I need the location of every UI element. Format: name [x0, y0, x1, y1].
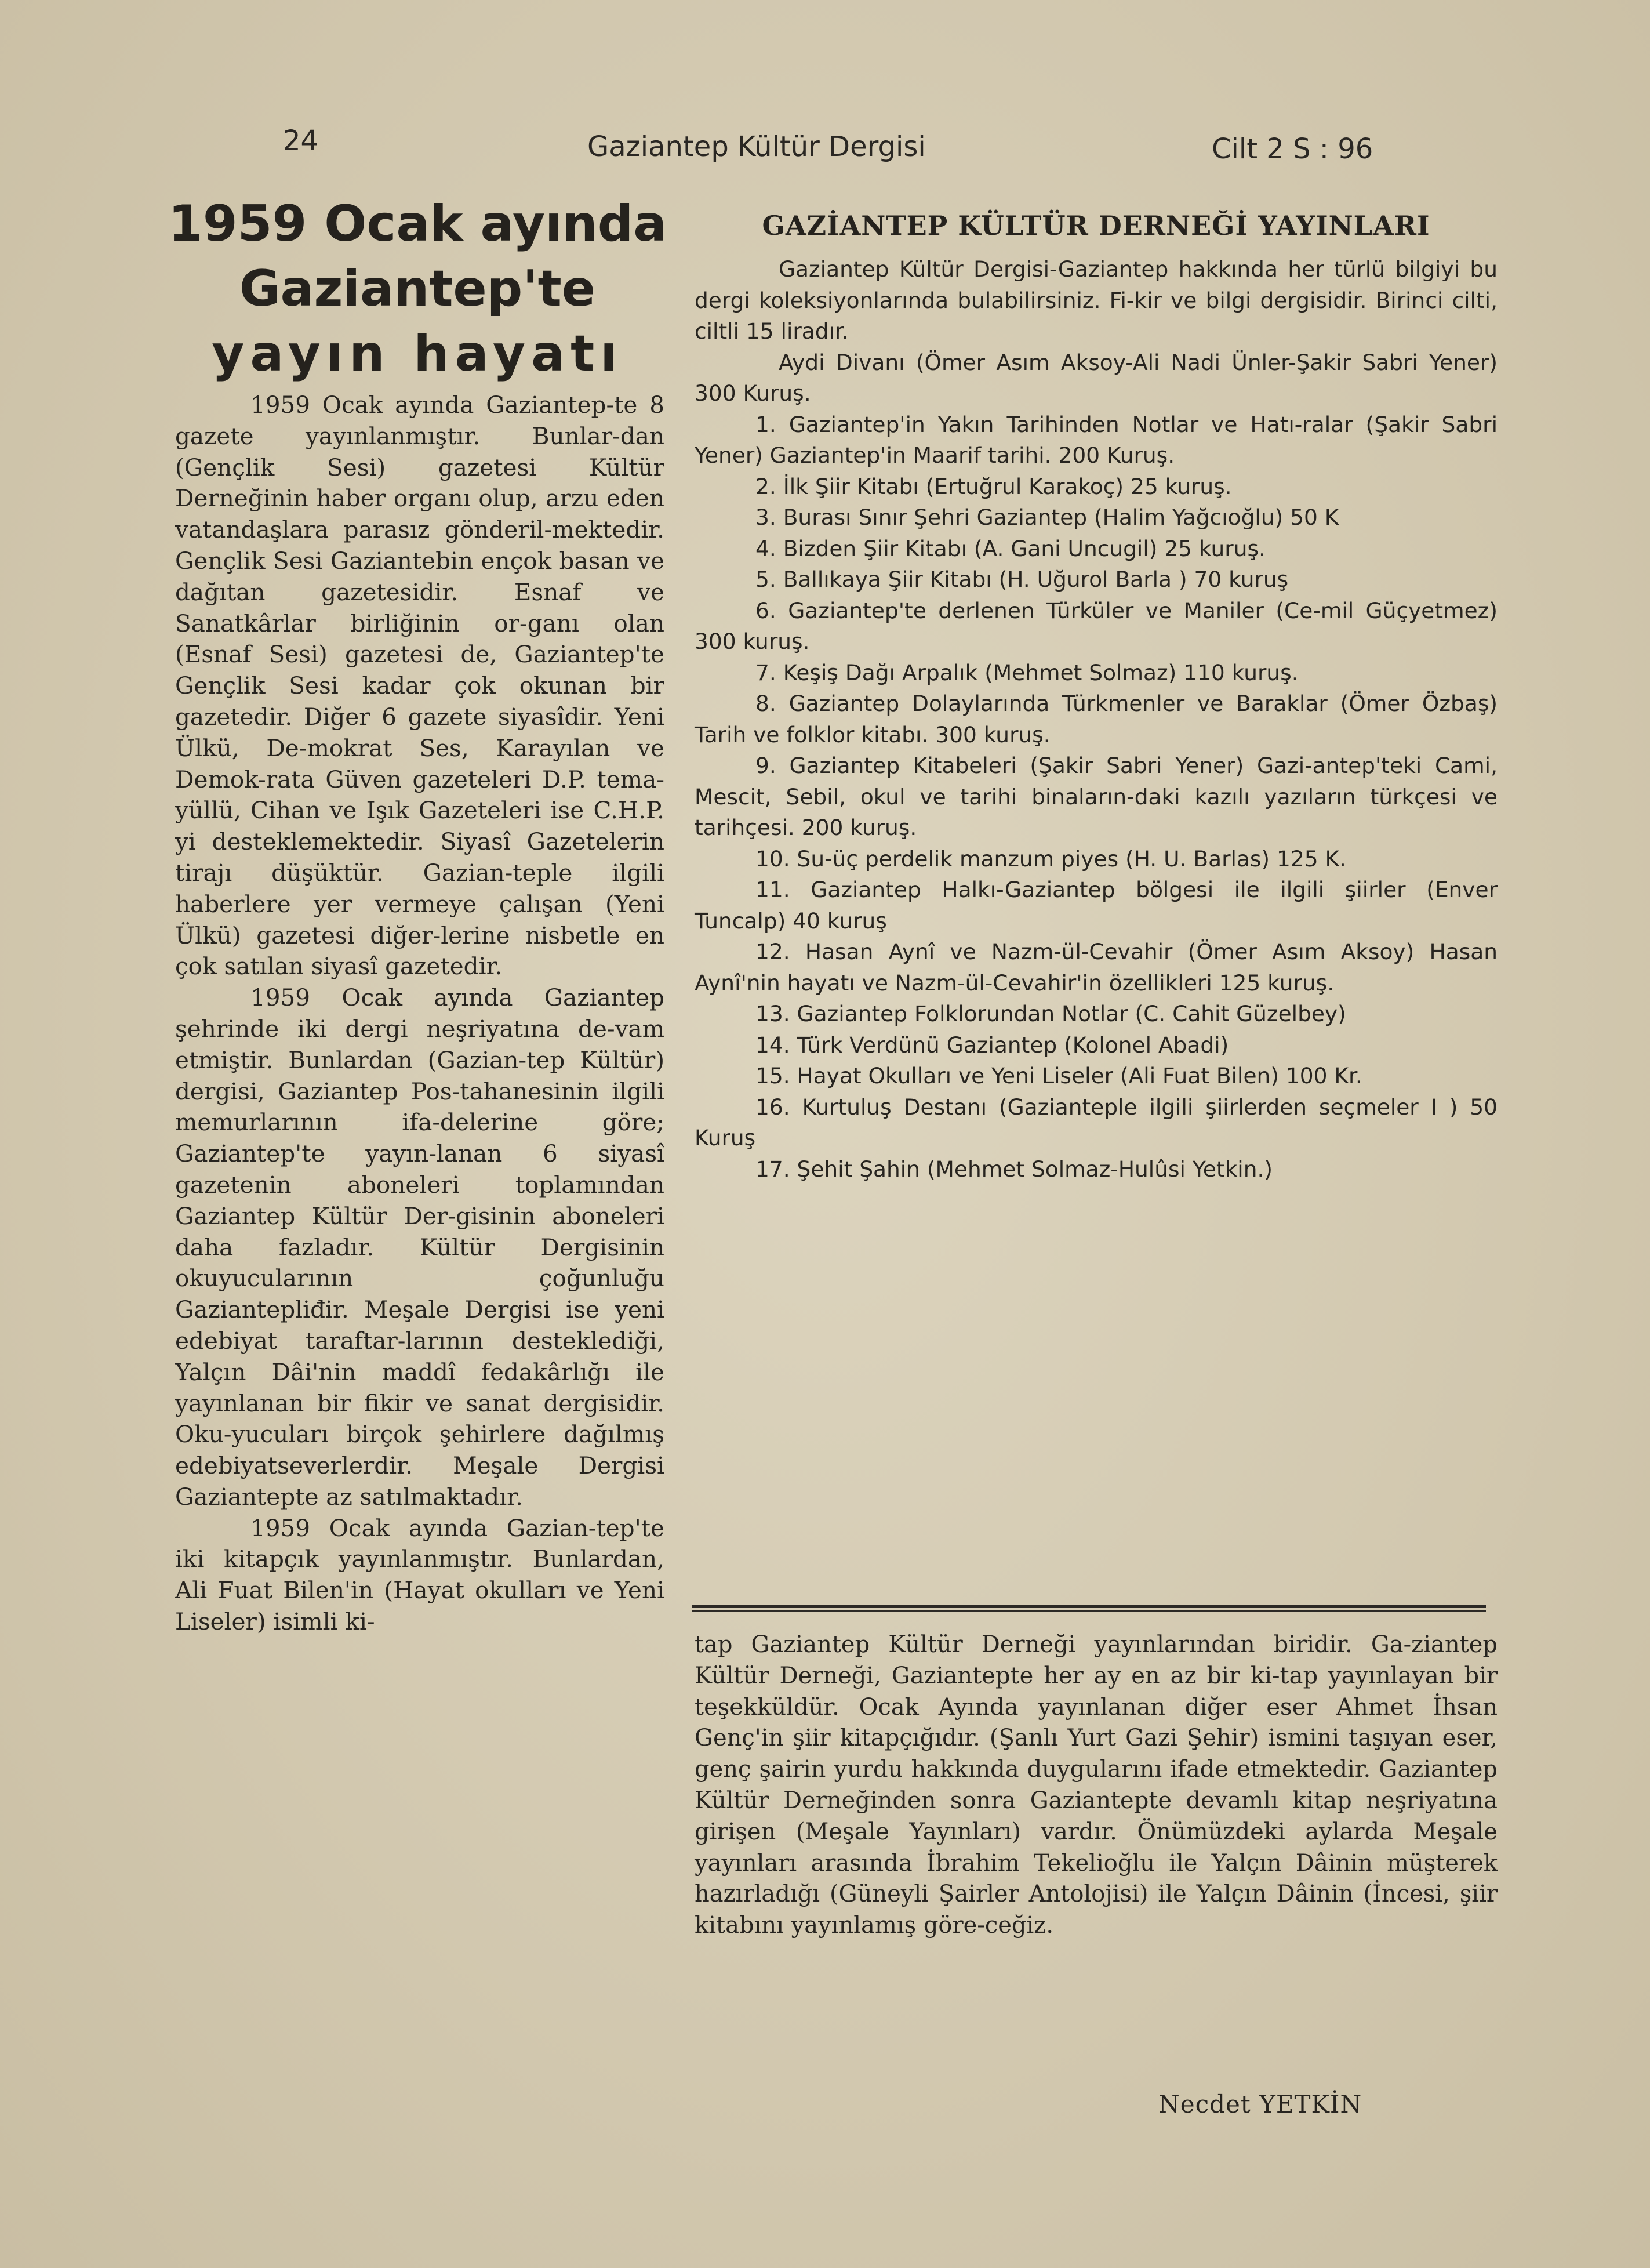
continuation-paragraph: tap Gaziantep Kültür Derneği yayınlarından biridir. Ga-ziantep Kültür Derneği, Gaziantepte her ay en az bir ki-tap yayınlayan bir teşekküldür. Ocak Ayında yayınlanan diğer eser Ahmet İhsan Genç'in şiir kitapçığıdır. (Şanlı Yurt Gazi Şehir) ismini taşıyan eser, genç şairin yurdu hakkında duygularını ifade etmektedir. Gaziantep Kültür Derneğinden sonra Gaziantepte devamlı kitap neşriyatına girişen (Meşale Yayınları) vardır. Önümüzdeki aylarda Meşale yayınları arasında İbrahim Tekelioğlu ile Yalçın Dâinin müşterek hazırladığı (Güneyli Şairler Antolojisi) ile Yalçın Dâinin (İncesi, şiir kitabını yayınlamış göre-ceğiz. — [695, 1631, 1498, 1939]
volume-issue: Cilt 2 S : 96 — [1212, 133, 1373, 165]
page-number: 24 — [283, 125, 319, 157]
list-item: 13. Gaziantep Folklorundan Notlar (C. Cahit Güzelbey) — [755, 1001, 1346, 1026]
list-item: 1. Gaziantep'in Yakın Tarihinden Notlar ve Hatı-ralar (Şakir Sabri Yener) Gaziantep'in Maarif tarihi. 200 Kuruş. — [695, 411, 1498, 468]
list-item: 6. Gaziantep'te derlenen Türküler ve Maniler (Ce-mil Güçyetmez) 300 kuruş. — [695, 597, 1498, 654]
list-item: 3. Burası Sınır Şehri Gaziantep (Halim Yağcıoğlu) 50 K — [755, 505, 1339, 530]
page-header — [283, 119, 1396, 165]
list-item: 15. Hayat Okulları ve Yeni Liseler (Ali Fuat Bilen) 100 Kr. — [755, 1063, 1362, 1088]
article-title-line-1: 1959 Ocak ayında — [168, 195, 667, 253]
list-item: 11. Gaziantep Halkı-Gaziantep bölgesi ile ilgili şiirler (Enver Tuncalp) 40 kuruş — [695, 877, 1498, 934]
article-paragraph-1: 1959 Ocak ayında Gaziantep-te 8 gazete yayınlanmıştır. Bunlar-dan (Gençlik Sesi) gazetesi Kültür Derneğinin haber organı olup, arzu eden vatandaşlara parasız gönderil-mektedir. Gençlik Sesi Gaziantebin ençok basan ve dağıtan gazetesidir. Esnaf ve Sanatkârlar birliğinin or-ganı olan (Esnaf Sesi) gazetesi de, Gaziantep'te Gençlik Sesi kadar çok okunan bir gazetedir. Diğer 6 gazete siyasîdir. Yeni Ülkü, De-mokrat Ses, Karayılan ve Demok-rata Güven gazeteleri D.P. tema-yüllü, Cihan ve Işık Gazeteleri ise C.H.P. yi desteklemektedir. Siyasî Gazetelerin tirajı düşüktür. Gazian-teple ilgili haberlere yer vermeye çalışan (Yeni Ülkü) gazetesi diğer-lerine nisbetle en çok satılan siyasî gazetedir. — [175, 391, 664, 981]
article-paragraph-2: 1959 Ocak ayında Gaziantep şehrinde iki dergi neşriyatına de-vam etmiştir. Bunlardan (Gazian-tep Kültür) dergisi, Gaziantep Pos-tahanesinin ilgili memurlarının ifa-delerine göre; Gaziantep'te yayın-lanan 6 siyasî gazetenin aboneleri toplamından Gaziantep Kültür Der-gisinin aboneleri daha fazladır. Kültür Dergisinin okuyucularının çoğunluğu Gaziantepliđir. Meşale Dergisi ise yeni edebiyat taraftar-larının desteklediği, Yalçın Dâi'nin maddî fedakârlığı ile yayınlanan bir fikir ve sanat dergisidir. Oku-yucuları birçok şehirlere dağılmış edebiyatseverlerdir. Meşale Dergisi Gaziantepte az satılmaktadır. — [175, 984, 664, 1511]
list-item: 14. Türk Verdünü Gaziantep (Kolonel Abadi) — [755, 1032, 1229, 1058]
list-item: 17. Şehit Şahin (Mehmet Solmaz-Hulûsi Yetkin.) — [755, 1156, 1273, 1182]
section-divider — [692, 1605, 1486, 1612]
list-item: 5. Ballıkaya Şiir Kitabı (H. Uğurol Barla ) 70 kuruş — [755, 567, 1289, 592]
journal-title: Gaziantep Kültür Dergisi — [587, 130, 926, 163]
publications-section — [695, 210, 1498, 1185]
article-title — [168, 191, 667, 386]
article-paragraph-3: 1959 Ocak ayında Gazian-tep'te iki kitapçık yayınlanmıştır. Bunlardan, Ali Fuat Bilen'in (Hayat okulları ve Yeni Liseler) isimli ki- — [175, 1514, 664, 1636]
publications-title: GAZİANTEP KÜLTÜR DERNEĞİ YAYINLARI — [762, 210, 1430, 241]
list-item: 16. Kurtuluş Destanı (Gazianteple ilgili şiirlerden seçmeler I ) 50 Kuruş — [695, 1094, 1498, 1151]
list-item: 2. İlk Şiir Kitabı (Ertuğrul Karakoç) 25 kuruş. — [755, 473, 1232, 499]
list-item: 7. Keşiş Dağı Arpalık (Mehmet Solmaz) 110 kuruş. — [755, 659, 1299, 685]
article-title-line-2: Gaziantep'te — [239, 260, 596, 318]
left-article — [168, 191, 667, 1638]
article-continuation — [695, 1630, 1498, 2118]
list-item: 8. Gaziantep Dolaylarında Türkmenler ve Baraklar (Ömer Özbaş) Tarih ve folklor kitabı. 300 kuruş. — [695, 691, 1498, 747]
publications-intro: Gaziantep Kültür Dergisi-Gaziantep hakkında her türlü bilgiyi bu dergi koleksiyonlarında bulabilirsiniz. Fi-kir ve bilgi dergisidir. Birinci cilti, ciltli 15 liradır. — [695, 256, 1498, 344]
list-item: 10. Su-üç perdelik manzum piyes (H. U. Barlas) 125 K. — [755, 845, 1346, 872]
article-title-line-3: yayın hayatı — [212, 325, 623, 383]
list-item: 12. Hasan Aynî ve Nazm-ül-Cevahir (Ömer Asım Aksoy) Hasan Aynî'nin hayatı ve Nazm-ül-Cevahir'in özellikleri 125 kuruş. — [695, 939, 1498, 996]
publications-lead-item: Aydi Divanı (Ömer Asım Aksoy-Ali Nadi Ünler-Şakir Sabri Yener) 300 Kuruş. — [695, 349, 1498, 406]
publications-list — [695, 409, 1498, 1185]
author-signature: Necdet YETKİN — [1158, 2090, 1362, 2118]
list-item: 4. Bizden Şiir Kitabı (A. Gani Uncugil) 25 kuruş. — [755, 535, 1266, 561]
list-item: 9. Gaziantep Kitabeleri (Şakir Sabri Yener) Gazi-antep'teki Cami, Mescit, Sebil, okul ve tarihi binaların-daki kazılı yazıların türkçesi ve tarihçesi. 200 kuruş. — [695, 753, 1498, 840]
